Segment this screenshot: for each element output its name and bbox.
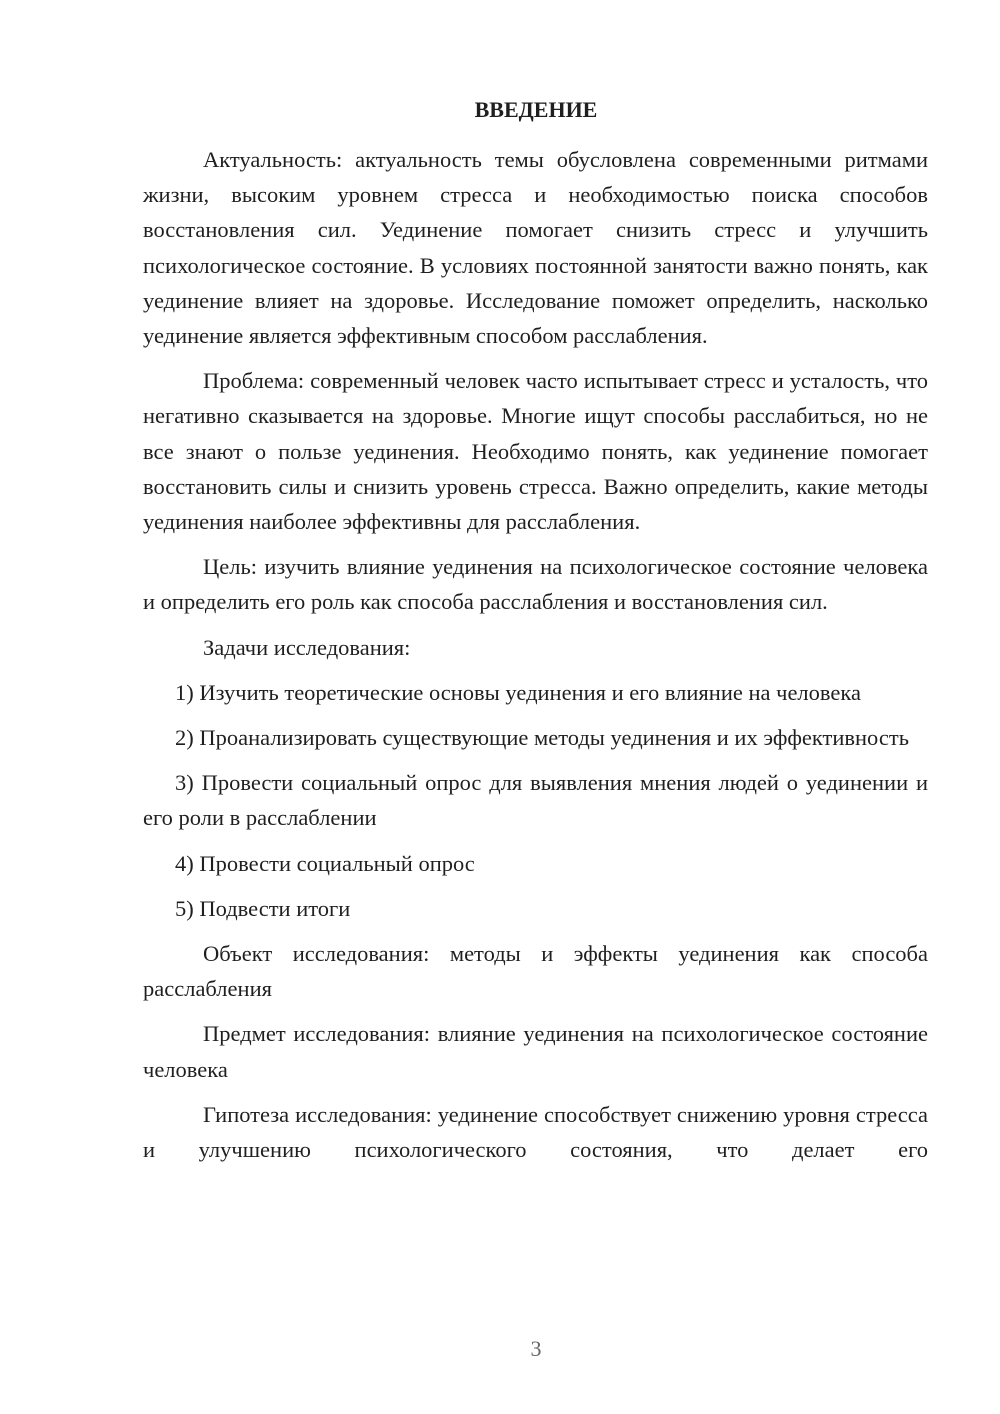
task-item-1: 1) Изучить теоретические основы уединения и его влияние на человека — [175, 679, 861, 705]
tasks-heading: Задачи исследования: — [203, 634, 411, 660]
task-item-4: 4) Провести социальный опрос — [175, 850, 475, 876]
paragraph-object: Объект исследования: методы и эффекты уединения как способа расслабления — [143, 941, 928, 1002]
paragraph-problem: Проблема: современный человек часто испытывает стресс и усталость, что негативно сказывается на здоровье. Многие ищут способы расслабиться, но не все знают о пользе уединения. Необходимо понять, как уединение помогает восстановить силы и снизить уровень стресса. Важно определить, какие методы уединения наиболее эффективны для расслабления. — [143, 368, 928, 535]
task-item-2: 2) Проанализировать существующие методы уединения и их эффективность — [175, 725, 909, 751]
paragraph-subject: Предмет исследования: влияние уединения на психологическое состояние человека — [143, 1021, 928, 1082]
task-item-5: 5) Подвести итоги — [175, 895, 351, 921]
page-title: ВВЕДЕНИЕ — [474, 97, 598, 122]
document-body — [143, 142, 928, 1167]
page-number: 3 — [530, 1336, 542, 1361]
paragraph-hypothesis: Гипотеза исследования: уединение способствует снижению уровня стресса и улучшению психологического состояния, что делает его — [143, 1101, 928, 1163]
task-item-3: 3) Провести социальный опрос для выявления мнения людей о уединении и его роли в расслаблении — [143, 770, 928, 831]
paragraph-relevance: Актуальность: актуальность темы обусловлена современными ритмами жизни, высоким уровнем стресса и необходимостью поиска способов восстановления сил. Уединение помогает снизить стресс и улучшить психологическое состояние. В условиях постоянной занятости важно понять, как уединение влияет на здоровье. Исследование поможет определить, насколько уединение является эффективным способом расслабления. — [143, 147, 928, 349]
paragraph-goal: Цель: изучить влияние уединения на психологическое состояние человека и определить его роль как способа расслабления и восстановления сил. — [143, 554, 928, 615]
